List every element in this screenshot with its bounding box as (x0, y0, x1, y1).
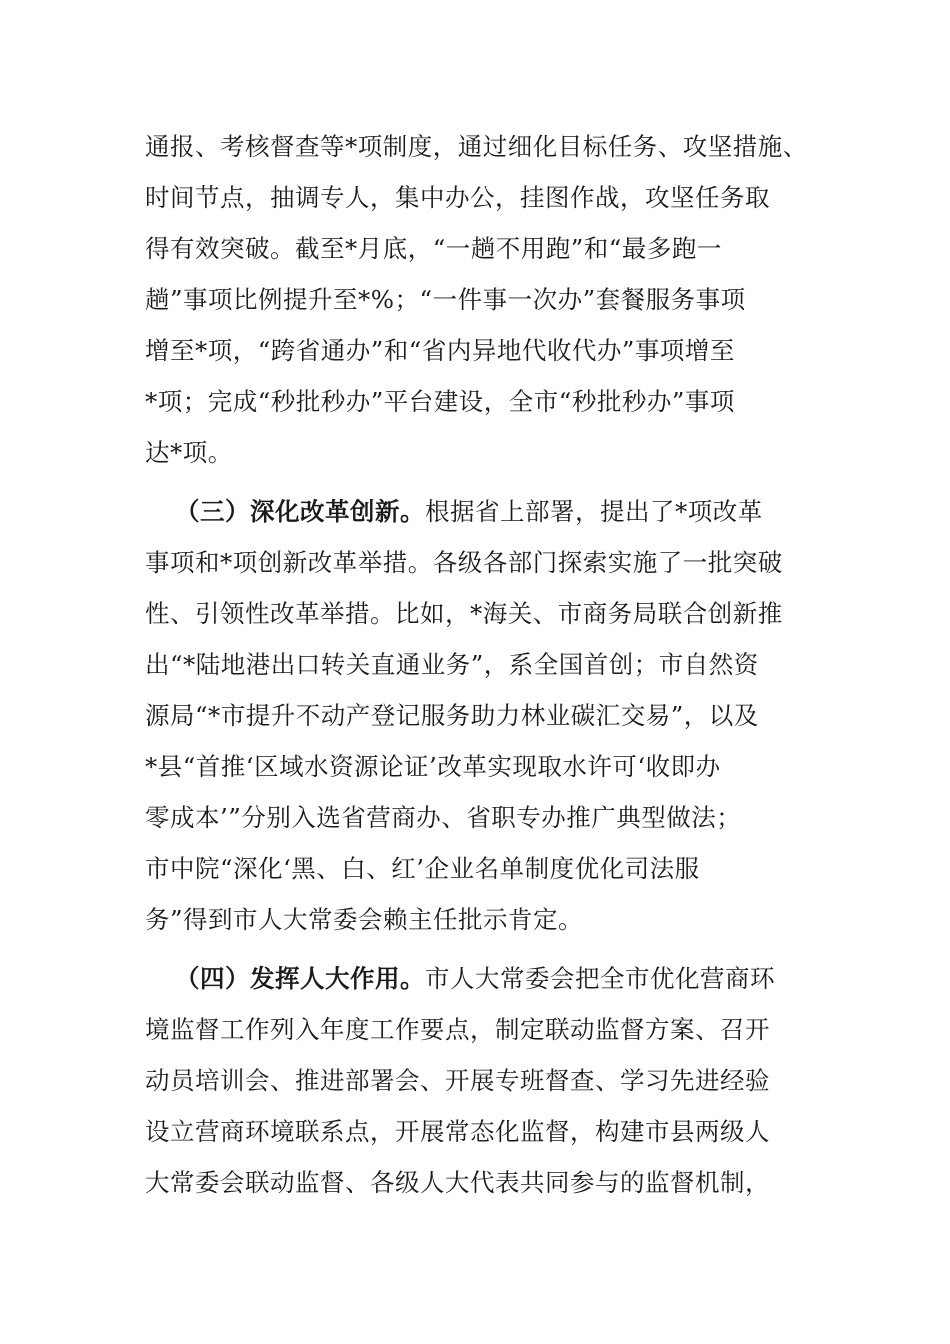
paragraph-first-line (175, 497, 855, 527)
text-line: 出“*陆地港出口转关直通业务”，系全国首创；市自然资 (145, 650, 759, 679)
text-line: 达*项。 (145, 438, 233, 467)
section-heading: （四）发挥人大作用。 (175, 964, 425, 993)
text-run: 市人大常委会把全市优化营商环 (425, 964, 775, 993)
text-line: 性、引领性改革举措。比如，*海关、市商务局联合创新推 (145, 599, 783, 628)
paragraph-first-line (175, 964, 855, 994)
section-heading: （三）深化改革创新。 (175, 497, 425, 526)
text-line: 市中院“深化‘黑、白、红’企业名单制度优化司法服 (145, 854, 700, 883)
text-line: *项；完成“秒批秒办”平台建设，全市“秒批秒办”事项 (145, 387, 735, 416)
text-line: 事项和*项创新改革举措。各级各部门探索实施了一批突破 (145, 548, 783, 577)
text-line: 趟”事项比例提升至*%；“一件事一次办”套餐服务事项 (145, 285, 746, 314)
text-line: 大常委会联动监督、各级人大代表共同参与的监督机制， (145, 1168, 770, 1197)
text-run: 根据省上部署，提出了*项改革 (425, 497, 763, 526)
text-line: 动员培训会、推进部署会、开展专班督查、学习先进经验 (145, 1066, 770, 1095)
text-line: 通报、考核督查等*项制度，通过细化目标任务、攻坚措施、 (145, 132, 808, 161)
text-line: 务”得到市人大常委会赖主任批示肯定。 (145, 905, 584, 934)
text-line: 增至*项，“跨省通办”和“省内异地代收代办”事项增至 (145, 336, 735, 365)
text-line: 零成本’”分别入选省营商办、省职专办推广典型做法； (145, 803, 742, 832)
text-line: *县“首推‘区域水资源论证’改革实现取水许可‘收即办 (145, 752, 721, 781)
text-line: 设立营商环境联系点，开展常态化监督，构建市县两级人 (145, 1117, 770, 1146)
text-line: 境监督工作列入年度工作要点，制定联动监督方案、召开 (145, 1015, 770, 1044)
text-line: 时间节点，抽调专人，集中办公，挂图作战，攻坚任务取 (145, 183, 770, 212)
text-line: 得有效突破。截至*月底，“一趟不用跑”和“最多跑一 (145, 234, 722, 263)
text-line: 源局“*市提升不动产登记服务助力林业碳汇交易”，以及 (145, 701, 759, 730)
